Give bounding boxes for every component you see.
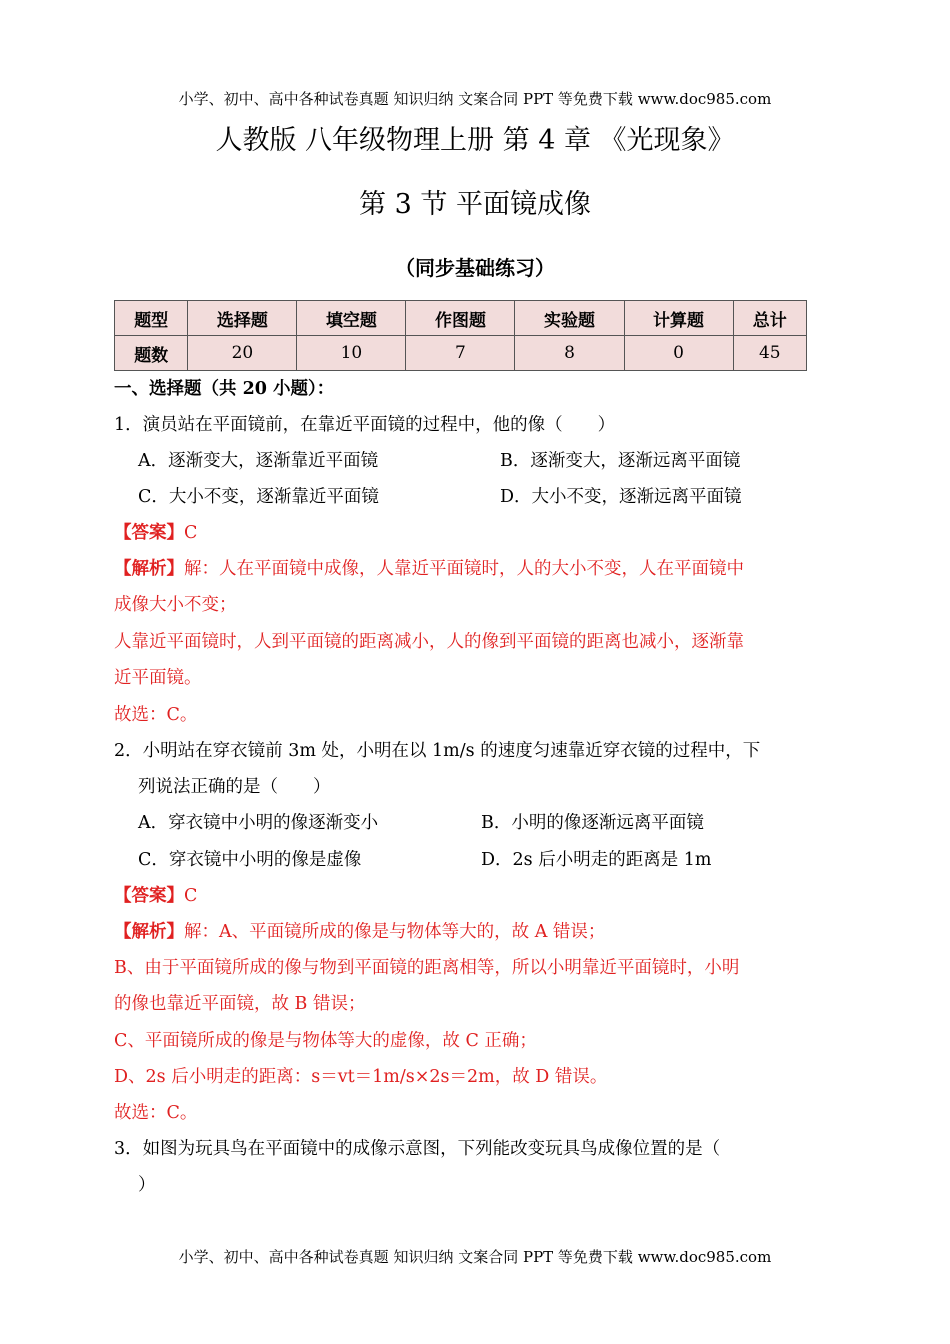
document-title: 人教版 八年级物理上册 第 4 章 《光现象》 xyxy=(215,125,735,156)
table-cell: 7 xyxy=(406,336,515,371)
q2-analysis-line: B、由于平面镜所成的像与物到平面镜的距离相等，所以小明靠近平面镜时，小明 xyxy=(114,958,740,978)
table-cell: 8 xyxy=(515,336,624,371)
answer-tag: 【答案】 xyxy=(114,886,184,906)
q1-stem: 1．演员站在平面镜前，在靠近平面镜的过程中，他的像（ ） xyxy=(114,415,616,435)
analysis-tag: 【解析】 xyxy=(114,559,184,579)
table-header-cell: 计算题 xyxy=(624,301,733,336)
table-cell: 45 xyxy=(733,336,806,371)
answer-value: C xyxy=(184,886,198,906)
q2-stem: 2．小明站在穿衣镜前 3m 处，小明在以 1m/s 的速度匀速靠近穿衣镜的过程中，下 xyxy=(114,741,761,761)
q1-option-d: D．大小不变，逐渐远离平面镜 xyxy=(500,487,742,507)
table-row-label: 题数 xyxy=(115,336,188,371)
section-heading: 一、选择题（共 20 小题）： xyxy=(114,379,335,399)
q2-analysis-line: 的像也靠近平面镜，故 B 错误； xyxy=(114,994,366,1014)
q2-stem-continued: 列说法正确的是（ ） xyxy=(138,777,331,797)
table-header-cell: 题型 xyxy=(115,301,188,336)
table-header-cell: 填空题 xyxy=(297,301,406,336)
q1-option-a: A．逐渐变大，逐渐靠近平面镜 xyxy=(138,451,379,471)
table-row xyxy=(115,336,807,371)
q1-answer xyxy=(114,519,197,544)
q2-analysis-line xyxy=(114,918,605,943)
q3-stem: 3．如图为玩具鸟在平面镜中的成像示意图，下列能改变玩具鸟成像位置的是（ xyxy=(114,1139,721,1159)
table-header-cell: 选择题 xyxy=(188,301,297,336)
analysis-text: 解：人在平面镜中成像，人靠近平面镜时，人的大小不变，人在平面镜中 xyxy=(184,559,744,579)
q2-analysis-line: C、平面镜所成的像是与物体等大的虚像，故 C 正确； xyxy=(114,1031,537,1051)
table-cell: 10 xyxy=(297,336,406,371)
table-cell: 20 xyxy=(188,336,297,371)
table-header-cell: 总计 xyxy=(733,301,806,336)
q3-stem-continued: ） xyxy=(138,1175,156,1195)
q1-conclusion: 故选：C。 xyxy=(114,705,198,725)
q2-option-c: C．穿衣镜中小明的像是虚像 xyxy=(138,850,362,870)
page-footer: 小学、初中、高中各种试卷真题 知识归纳 文案合同 PPT 等免费下载 www.doc985.com xyxy=(178,1248,772,1266)
q1-option-b: B．逐渐变大，逐渐远离平面镜 xyxy=(500,451,741,471)
answer-value: C xyxy=(184,523,198,543)
table-header-cell: 作图题 xyxy=(406,301,515,336)
exercise-subtitle: （同步基础练习） xyxy=(395,256,555,280)
question-stats-table xyxy=(114,300,807,371)
q2-option-a: A．穿衣镜中小明的像逐渐变小 xyxy=(138,813,379,833)
answer-tag: 【答案】 xyxy=(114,523,184,543)
q2-conclusion: 故选：C。 xyxy=(114,1103,198,1123)
q1-analysis-line: 近平面镜。 xyxy=(114,668,202,688)
section-title: 第 3 节 平面镜成像 xyxy=(359,189,591,220)
page-header: 小学、初中、高中各种试卷真题 知识归纳 文案合同 PPT 等免费下载 www.doc985.com xyxy=(178,90,772,108)
q2-answer xyxy=(114,882,197,907)
q2-option-b: B．小明的像逐渐远离平面镜 xyxy=(481,813,704,833)
table-header-cell: 实验题 xyxy=(515,301,624,336)
q1-analysis-line: 成像大小不变； xyxy=(114,595,237,615)
q1-analysis-line xyxy=(114,555,744,580)
q1-option-c: C．大小不变，逐渐靠近平面镜 xyxy=(138,487,379,507)
q2-option-d: D．2s 后小明走的距离是 1m xyxy=(481,850,712,870)
table-cell: 0 xyxy=(624,336,733,371)
q1-analysis-line: 人靠近平面镜时，人到平面镜的距离减小，人的像到平面镜的距离也减小，逐渐靠 xyxy=(114,632,744,652)
q2-analysis-line: D、2s 后小明走的距离：s＝vt＝1m/s×2s＝2m，故 D 错误。 xyxy=(114,1067,608,1087)
analysis-text: 解：A、平面镜所成的像是与物体等大的，故 A 错误； xyxy=(184,922,606,942)
analysis-tag: 【解析】 xyxy=(114,922,184,942)
table-header-row xyxy=(115,301,807,336)
